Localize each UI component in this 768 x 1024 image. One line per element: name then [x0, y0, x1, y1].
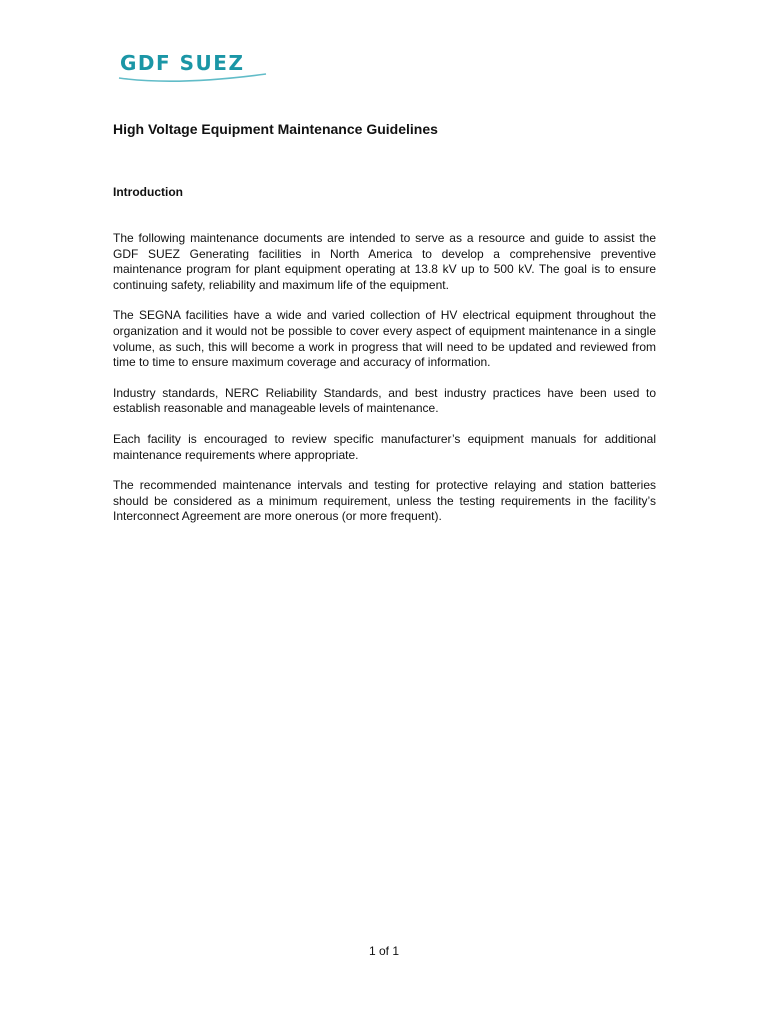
section-heading-introduction: Introduction — [113, 185, 183, 199]
document-title: High Voltage Equipment Maintenance Guidelines — [113, 121, 438, 137]
paragraph: The following maintenance documents are intended to serve as a resource and guide to assist the GDF SUEZ Generating facilities in North America to develop a comprehensive preventive maintenance program for plant equipment operating at 13.8 kV up to 500 kV. The goal is to ensure continuing safety, reliability and maximum life of the equipment. — [113, 231, 656, 292]
paragraph: Industry standards, NERC Reliability Standards, and best industry practices have been used to establish reasonable and manageable levels of maintenance. — [113, 385, 656, 416]
page-number: 1 of 1 — [368, 944, 400, 958]
body-text — [113, 231, 656, 540]
gdf-suez-logo — [116, 48, 276, 88]
paragraph: The recommended maintenance intervals and testing for protective relaying and station batteries should be considered as a minimum requirement, unless the testing requirements in the facility’s Interconnect Agreement are more onerous (or more frequent). — [113, 478, 656, 524]
logo-swoosh — [119, 74, 266, 81]
paragraph: Each facility is encouraged to review specific manufacturer’s equipment manuals for additional maintenance requirements where appropriate. — [113, 431, 656, 462]
logo-wordmark: GDF SUEZ — [120, 51, 245, 75]
paragraph: The SEGNA facilities have a wide and varied collection of HV electrical equipment throughout the organization and it would not be possible to cover every aspect of equipment maintenance in a single volume, as such, this will become a work in progress that will need to be updated and reviewed from time to time to ensure maximum coverage and accuracy of information. — [113, 308, 656, 370]
